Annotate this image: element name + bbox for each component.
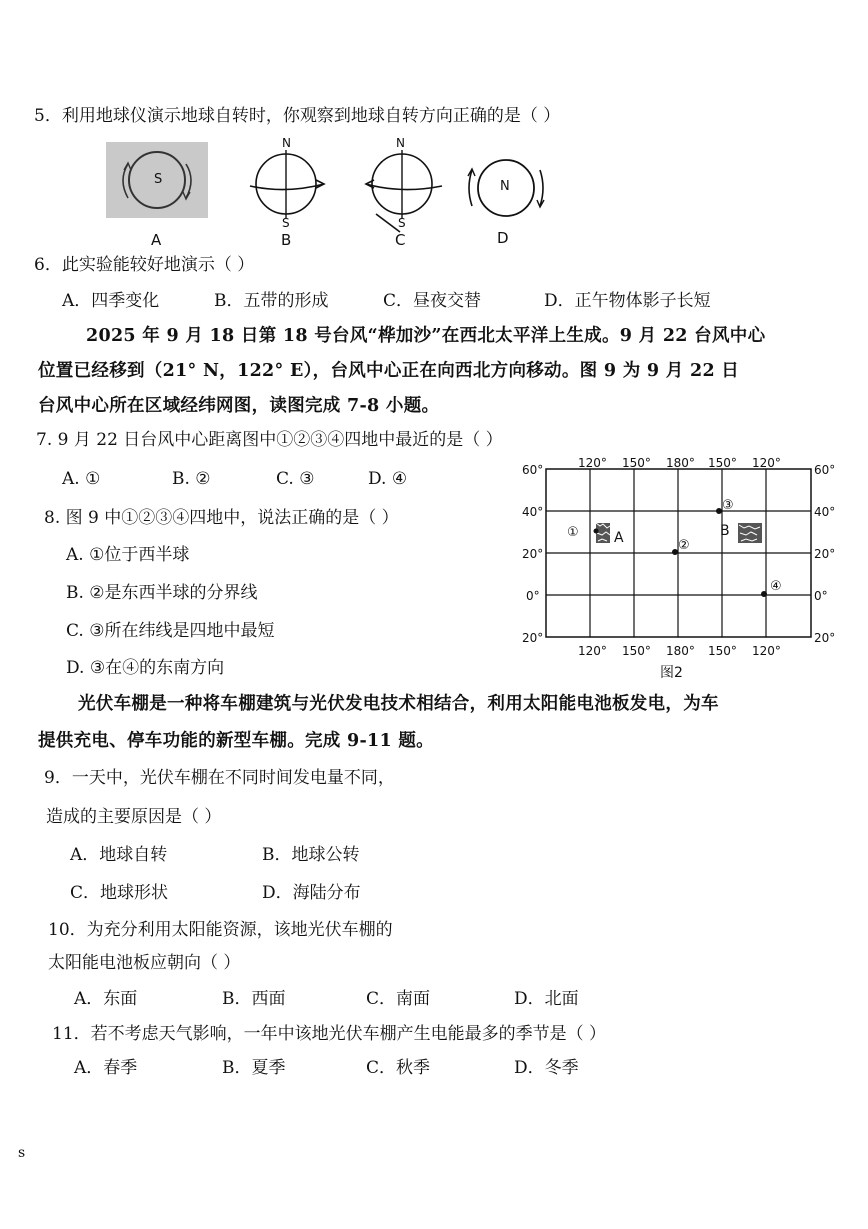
top-lon-3: 180° [666, 456, 695, 470]
point-4-label: ④ [770, 579, 782, 594]
q9-option-d[interactable]: D．海陆分布 [262, 883, 361, 903]
q9-option-a[interactable]: A．地球自转 [70, 845, 168, 865]
footer-mark: s [18, 1145, 26, 1161]
q5-b-label: B [281, 231, 292, 249]
left-lat-40: 40° [522, 505, 544, 519]
q11-option-a[interactable]: A．春季 [74, 1058, 138, 1078]
q6-option-d[interactable]: D．正午物体影子长短 [544, 291, 711, 311]
q9-option-b[interactable]: B．地球公转 [262, 845, 360, 865]
q11-stem: 11．若不考虑天气影响，一年中该地光伏车棚产生电能最多的季节是（ ） [52, 1024, 607, 1044]
bottom-lon-4: 150° [708, 644, 737, 658]
q5-b-n-label: N [282, 136, 291, 150]
q5-stem: 5．利用地球仪演示地球自转时，你观察到地球自转方向正确的是（ ） [34, 106, 561, 126]
q10-option-c[interactable]: C．南面 [366, 989, 431, 1009]
q7-option-c[interactable]: C. ③ [276, 469, 315, 489]
q11-option-b[interactable]: B．夏季 [222, 1058, 286, 1078]
q8-option-c[interactable]: C. ③所在纬线是四地中最短 [66, 621, 275, 641]
q5-b-s-label: S [282, 216, 290, 230]
left-lat-0: 0° [526, 589, 540, 603]
point-4-dot [761, 591, 767, 597]
passage1-line2: 位置已经移到（21° N，122° E），台风中心正在向西北方向移动。图 9 为 9 月 22 日 [38, 361, 740, 381]
q7-option-b[interactable]: B. ② [172, 469, 211, 489]
point-2-label: ② [678, 538, 690, 553]
q10-stem-line1: 10．为充分利用太阳能资源，该地光伏车棚的 [48, 920, 393, 940]
q10-option-d[interactable]: D．北面 [514, 989, 579, 1009]
q9-stem-line1: 9．一天中，光伏车棚在不同时间发电量不同， [44, 768, 395, 788]
top-lon-2: 150° [622, 456, 651, 470]
q7-option-a[interactable]: A. ① [62, 469, 101, 489]
map-caption: 图2 [660, 665, 683, 681]
q11-option-c[interactable]: C．秋季 [366, 1058, 431, 1078]
q9-option-c[interactable]: C．地球形状 [70, 883, 169, 903]
region-a-label: A [614, 530, 624, 546]
q5-c-n-label: N [396, 136, 405, 150]
q5-d-label: D [497, 229, 509, 247]
right-lat-20: 20° [814, 547, 836, 561]
q10-option-b[interactable]: B．西面 [222, 989, 286, 1009]
region-b-label: B [720, 523, 730, 539]
bottom-lon-5: 120° [752, 644, 781, 658]
point-1-label: ① [567, 525, 579, 540]
right-lat-40: 40° [814, 505, 836, 519]
q8-option-b[interactable]: B. ②是东西半球的分界线 [66, 583, 258, 603]
q5-c-s-label: S [398, 216, 406, 230]
q10-option-a[interactable]: A．东面 [74, 989, 138, 1009]
bottom-lon-2: 150° [622, 644, 651, 658]
q10-stem-line2: 太阳能电池板应朝向（ ） [48, 953, 241, 973]
left-lat-20: 20° [522, 547, 544, 561]
q7-stem: 7. 9 月 22 日台风中心距离图中①②③④四地中最近的是（ ） [36, 430, 503, 450]
q6-option-c[interactable]: C．昼夜交替 [383, 291, 482, 311]
q5-c-label: C [395, 231, 406, 249]
q8-stem: 8. 图 9 中①②③④四地中，说法正确的是（ ） [44, 508, 399, 528]
passage2-line2: 提供充电、停车功能的新型车棚。完成 9-11 题。 [38, 731, 434, 751]
q5-figure-a-photo [106, 142, 208, 218]
q6-option-b[interactable]: B．五带的形成 [214, 291, 329, 311]
top-lon-5: 120° [752, 456, 781, 470]
passage2-line1: 光伏车棚是一种将车棚建筑与光伏发电技术相结合，利用太阳能电池板发电，为车 [78, 694, 719, 714]
bottom-lon-1: 120° [578, 644, 607, 658]
q9-stem-line2: 造成的主要原因是（ ） [46, 807, 222, 827]
right-lat-60: 60° [814, 463, 836, 477]
q11-option-d[interactable]: D．冬季 [514, 1058, 579, 1078]
q6-option-a[interactable]: A．四季变化 [62, 291, 160, 311]
left-lat-60: 60° [522, 463, 544, 477]
passage1-line1: 2025 年 9 月 18 日第 18 号台风“桦加沙”在西北太平洋上生成。9 月 22 台风中心 [86, 326, 766, 346]
right-lat-0: 0° [814, 589, 828, 603]
point-3-label: ③ [722, 498, 734, 513]
passage1-line3: 台风中心所在区域经纬网图，读图完成 7-8 小题。 [38, 396, 440, 416]
q5-a-label: A [151, 231, 162, 249]
q5-d-center-label: N [500, 179, 510, 194]
point-1-dot [594, 529, 599, 534]
bottom-lon-3: 180° [666, 644, 695, 658]
q6-stem: 6．此实验能较好地演示（ ） [34, 255, 255, 275]
q5-a-center-label: S [154, 172, 163, 187]
top-lon-4: 150° [708, 456, 737, 470]
q8-option-d[interactable]: D. ③在④的东南方向 [66, 658, 225, 678]
top-lon-1: 120° [578, 456, 607, 470]
latlon-grid-map [520, 455, 865, 685]
left-lat-20s: 20° [522, 631, 544, 645]
right-lat-20s: 20° [814, 631, 836, 645]
q8-option-a[interactable]: A. ①位于西半球 [66, 545, 190, 565]
q7-option-d[interactable]: D. ④ [368, 469, 408, 489]
